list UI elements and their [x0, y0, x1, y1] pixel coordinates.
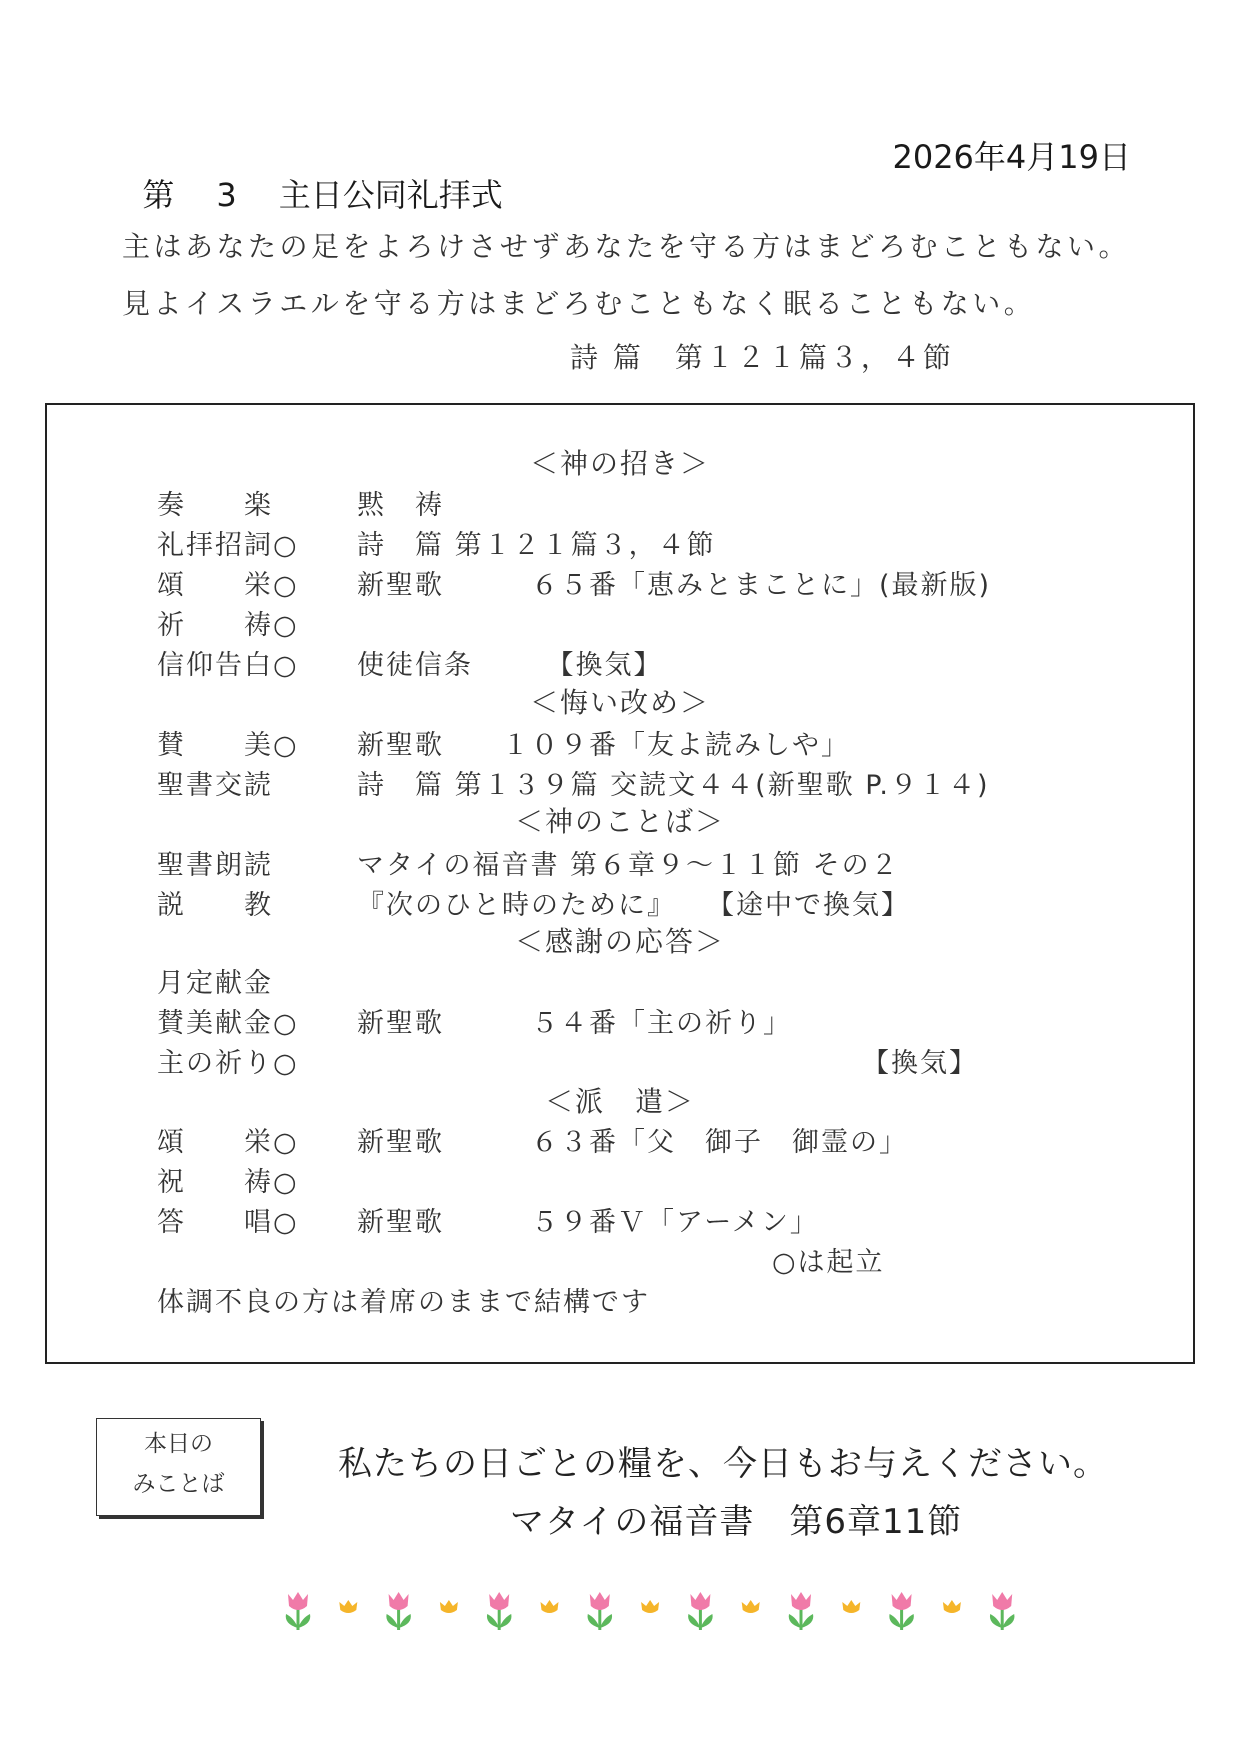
- tulip-icon: [688, 1592, 713, 1630]
- item-call-label: 礼拝招詞○: [157, 530, 299, 561]
- item-praise-label: 賛 美○: [157, 730, 299, 761]
- small-flower-icon: [339, 1600, 357, 1613]
- item-closing-doxology-label: 頌 栄○: [157, 1127, 299, 1158]
- word-of-the-day-reference: マタイの福音書 第6章11節: [510, 1502, 963, 1542]
- item-closing-doxology-content: 新聖歌 ６３番「父 御子 御霊の」: [357, 1127, 908, 1158]
- item-benediction-label: 祝 祷○: [157, 1167, 299, 1198]
- section-sending: ＜派 遣＞: [544, 1085, 695, 1118]
- item-lords-prayer-label: 主の祈り○: [157, 1048, 299, 1079]
- item-doxology-content: 新聖歌 ６５番「恵みとまことに」(最新版): [357, 570, 992, 601]
- word-label-line-2: みことば: [132, 1471, 225, 1497]
- item-offering-label: 賛美献金○: [157, 1008, 299, 1039]
- item-creed-content: 使徒信条 【換気】: [357, 650, 663, 681]
- item-sermon-content: 『次のひと時のために』 【途中で換気】: [357, 890, 910, 921]
- small-flower-icon: [440, 1600, 458, 1613]
- small-flower-icon: [641, 1600, 659, 1613]
- tulip-icon: [487, 1592, 512, 1630]
- service-title: 主日公同礼拝式: [278, 176, 503, 214]
- opening-verse-reference: 詩 篇 第１２１篇３，４節: [570, 341, 954, 374]
- section-word-of-god: ＜神のことば＞: [514, 805, 725, 838]
- tulip-icon: [889, 1592, 914, 1630]
- section-call-to-worship: ＜神の招き＞: [529, 447, 710, 480]
- item-praise-content: 新聖歌 １０９番「友よ読みしや」: [357, 730, 850, 761]
- word-of-the-day-text: 私たちの日ごとの糧を、今日もお与えください。: [338, 1444, 1108, 1484]
- small-flower-icon: [742, 1600, 760, 1613]
- section-repentance: ＜悔い改め＞: [529, 686, 710, 719]
- health-note: 体調不良の方は着席のままで結構です: [157, 1287, 650, 1318]
- item-response-content: 新聖歌 ５９番Ｖ「アーメン」: [357, 1207, 819, 1238]
- word-of-the-day-label-box: [96, 1418, 261, 1516]
- tulip-icon: [588, 1592, 613, 1630]
- item-responsive-reading-label: 聖書交読: [157, 770, 273, 801]
- item-response-label: 答 唱○: [157, 1207, 299, 1238]
- small-flower-icon: [943, 1600, 961, 1613]
- section-thanksgiving: ＜感謝の応答＞: [514, 925, 725, 958]
- tulip-icon: [386, 1592, 411, 1630]
- service-date: 2026年4月19日: [892, 138, 1131, 176]
- item-scripture-reading-content: マタイの福音書 第６章９～１１節 その２: [357, 850, 900, 881]
- item-responsive-reading-content: 詩 篇 第１３９篇 交読文４４(新聖歌 P.９１４): [357, 770, 990, 801]
- standing-note: ○は起立: [772, 1247, 885, 1278]
- small-flower-icon: [541, 1600, 559, 1613]
- tulip-icon: [990, 1592, 1015, 1630]
- item-scripture-reading-label: 聖書朗読: [157, 850, 273, 881]
- item-prelude-label: 奏 楽: [157, 490, 273, 521]
- ventilation-note: 【換気】: [862, 1048, 978, 1079]
- item-creed-label: 信仰告白○: [157, 650, 299, 681]
- heading-dai: 第: [142, 176, 175, 214]
- word-label-line-1: 本日の: [144, 1431, 213, 1457]
- small-flower-icon: [842, 1600, 860, 1613]
- item-prayer-label: 祈 祷○: [157, 610, 299, 641]
- item-offering-content: 新聖歌 ５４番「主の祈り」: [357, 1008, 792, 1039]
- item-doxology-label: 頌 栄○: [157, 570, 299, 601]
- item-monthly-offering-label: 月定献金: [157, 968, 273, 999]
- order-of-service-box: [45, 403, 1195, 1364]
- item-call-content: 詩 篇 第１２１篇３，４節: [357, 530, 716, 561]
- service-heading: [122, 132, 503, 216]
- opening-verse-line-1: 主はあなたの足をよろけさせずあなたを守る方はまどろむこともない。: [122, 230, 1131, 263]
- tulip-icon: [286, 1592, 311, 1630]
- tulip-icon: [789, 1592, 814, 1630]
- item-prelude-content: 黙 祷: [357, 490, 444, 521]
- opening-verse-line-2: 見よイスラエルを守る方はまどろむこともなく眠ることもない。: [122, 287, 1036, 320]
- service-number: 3: [216, 176, 237, 214]
- item-sermon-label: 説 教: [157, 890, 273, 921]
